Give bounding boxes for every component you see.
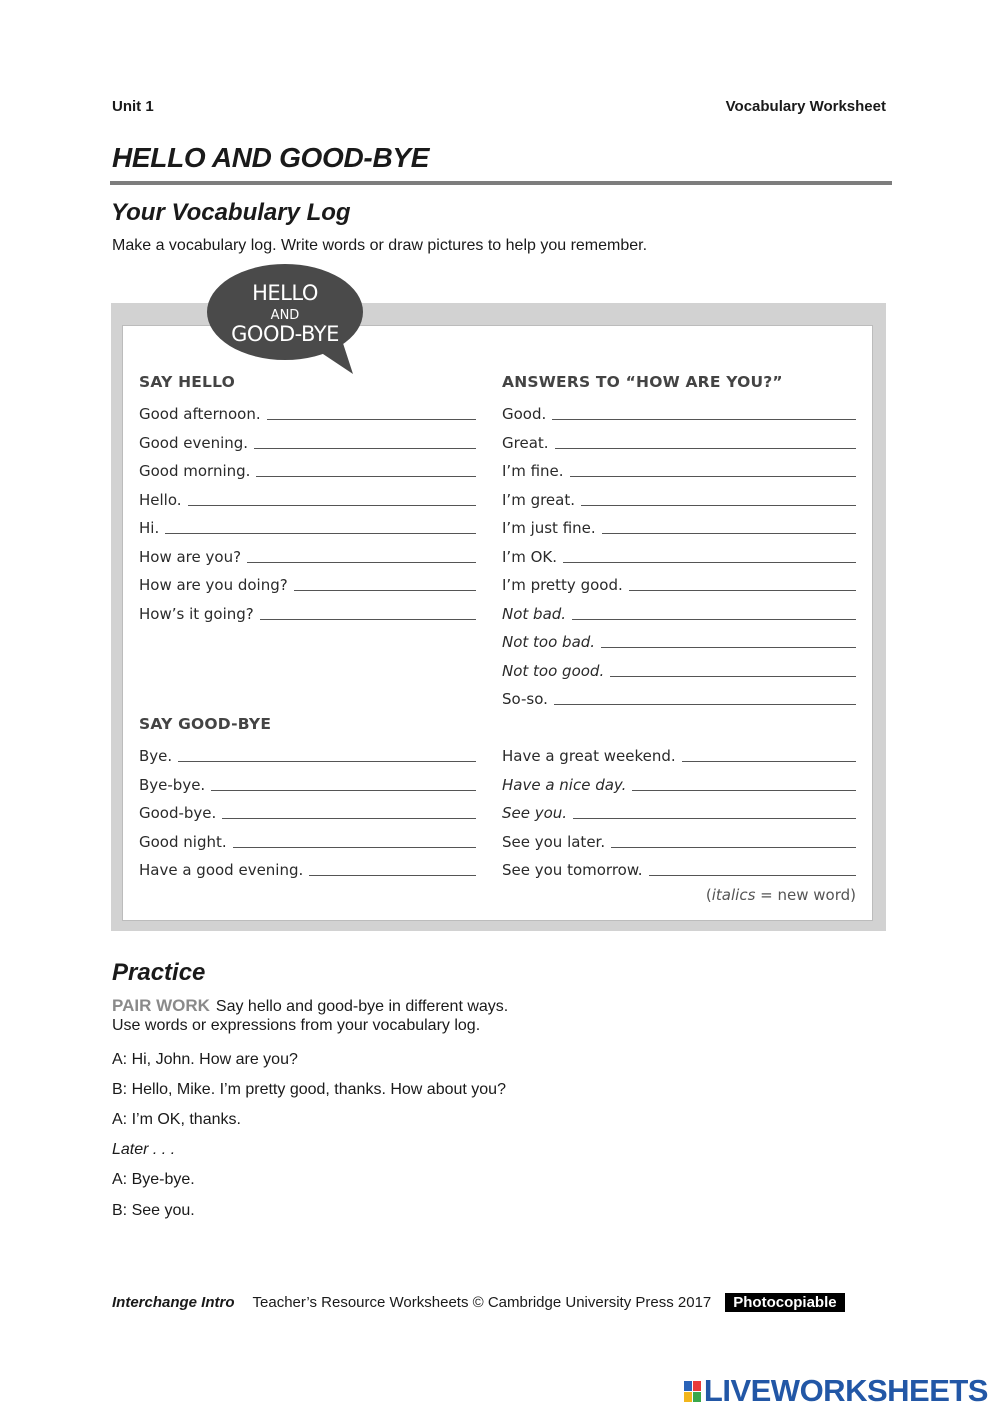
answer-blank[interactable] [552, 419, 856, 420]
bubble-line-2: AND [270, 308, 300, 323]
list-item: Hello. [139, 487, 476, 509]
answer-blank[interactable] [632, 790, 856, 791]
say-goodbye-heading: SAY GOOD-BYE [139, 715, 272, 733]
answer-blank[interactable] [247, 562, 476, 563]
list-item: Not too good. [502, 658, 856, 680]
dialogue-line: B: See you. [112, 1202, 195, 1219]
worksheet-type: Vocabulary Worksheet [725, 98, 886, 115]
answer-blank[interactable] [573, 818, 856, 819]
list-item: Bye-bye. [139, 772, 476, 794]
dialogue-line: B: Hello, Mike. I’m pretty good, thanks. How about you? [112, 1081, 506, 1098]
footer-book-title: Interchange Intro [112, 1294, 235, 1311]
list-item: See you. [502, 800, 856, 822]
answer-blank[interactable] [267, 419, 476, 420]
answer-blank[interactable] [309, 875, 476, 876]
list-item: Good-bye. [139, 800, 476, 822]
answer-blank[interactable] [222, 818, 476, 819]
pair-work-instruction-2: Use words or expressions from your vocabulary log. [112, 1017, 481, 1034]
dialogue-line: Later . . . [112, 1141, 176, 1158]
answer-blank[interactable] [294, 590, 476, 591]
answer-blank[interactable] [581, 505, 856, 506]
list-item: Have a good evening. [139, 857, 476, 879]
list-item: I’m OK. [502, 544, 856, 566]
list-item: Good. [502, 401, 856, 423]
answer-blank[interactable] [563, 562, 856, 563]
vocab-log-heading: Your Vocabulary Log [111, 199, 351, 226]
list-item: How are you doing? [139, 572, 476, 594]
answer-blank[interactable] [165, 533, 476, 534]
list-item: Good afternoon. [139, 401, 476, 423]
answer-blank[interactable] [629, 590, 856, 591]
list-item: Good evening. [139, 430, 476, 452]
dialogue-line: A: I’m OK, thanks. [112, 1111, 241, 1128]
dialogue-line: A: Bye-bye. [112, 1171, 195, 1188]
list-item: See you later. [502, 829, 856, 851]
italics-legend: (italics = new word) [705, 886, 856, 904]
answer-blank[interactable] [178, 761, 476, 762]
say-hello-heading: SAY HELLO [139, 373, 236, 391]
answer-blank[interactable] [649, 875, 856, 876]
list-item: Not bad. [502, 601, 856, 623]
pair-work-label: PAIR WORK [112, 996, 210, 1015]
answer-blank[interactable] [611, 847, 856, 848]
bubble-line-3: GOOD-BYE [231, 322, 339, 346]
list-item: How’s it going? [139, 601, 476, 623]
liveworksheets-logo[interactable] [684, 1373, 988, 1409]
answer-blank[interactable] [188, 505, 476, 506]
bubble-line-1: HELLO [252, 281, 318, 305]
answer-blank[interactable] [601, 647, 856, 648]
answer-blank[interactable] [570, 476, 856, 477]
footer [112, 1293, 845, 1312]
answer-blank[interactable] [211, 790, 476, 791]
answer-blank[interactable] [602, 533, 856, 534]
practice-heading: Practice [112, 959, 206, 986]
list-item: Have a great weekend. [502, 743, 856, 765]
answer-blank[interactable] [233, 847, 476, 848]
answer-blank[interactable] [256, 476, 476, 477]
pair-work-instruction: PAIR WORK Say hello and good-bye in different ways. [112, 996, 509, 1015]
vocab-log-instruction: Make a vocabulary log. Write words or draw pictures to help you remember. [112, 237, 648, 254]
answers-heading: ANSWERS TO “HOW ARE YOU?” [502, 373, 783, 391]
answer-blank[interactable] [554, 704, 856, 705]
answer-blank[interactable] [682, 761, 856, 762]
unit-label: Unit 1 [112, 98, 154, 115]
answer-blank[interactable] [610, 676, 856, 677]
list-item: I’m great. [502, 487, 856, 509]
list-item: So-so. [502, 686, 856, 708]
list-item: Good night. [139, 829, 476, 851]
answer-blank[interactable] [260, 619, 476, 620]
list-item: I’m pretty good. [502, 572, 856, 594]
list-item: Bye. [139, 743, 476, 765]
page-title: HELLO AND GOOD-BYE [112, 142, 430, 173]
list-item: I’m just fine. [502, 515, 856, 537]
title-divider [110, 181, 892, 185]
list-item: Have a nice day. [502, 772, 856, 794]
list-item: Good morning. [139, 458, 476, 480]
liveworksheets-icon [684, 1381, 701, 1402]
liveworksheets-wordmark: LIVEWORKSHEETS [703, 1373, 988, 1408]
footer-copyright: Teacher’s Resource Worksheets © Cambridge University Press 2017 [252, 1294, 712, 1311]
list-item: Great. [502, 430, 856, 452]
list-item: How are you? [139, 544, 476, 566]
photocopiable-badge: Photocopiable [725, 1293, 844, 1312]
dialogue-line: A: Hi, John. How are you? [112, 1051, 298, 1068]
answer-blank[interactable] [254, 448, 476, 449]
answer-blank[interactable] [572, 619, 856, 620]
answer-blank[interactable] [555, 448, 856, 449]
list-item: See you tomorrow. [502, 857, 856, 879]
list-item: I’m fine. [502, 458, 856, 480]
list-item: Hi. [139, 515, 476, 537]
list-item: Not too bad. [502, 629, 856, 651]
